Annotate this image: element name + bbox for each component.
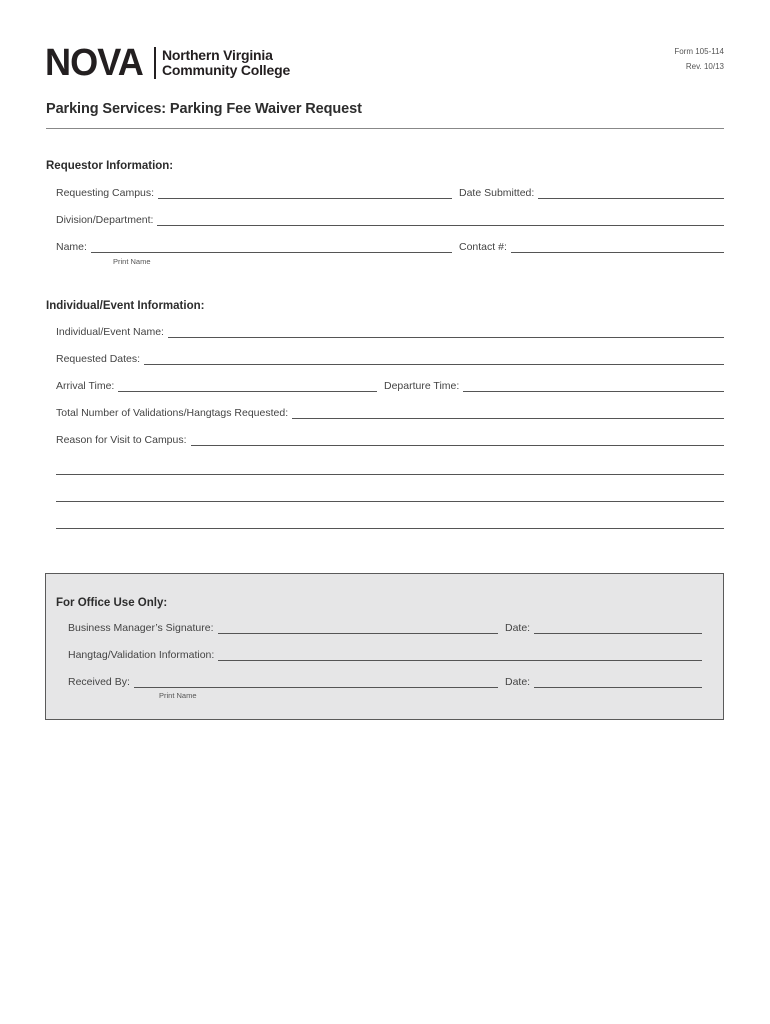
validations-row bbox=[56, 407, 724, 420]
office-date-label-2: Date: bbox=[505, 676, 531, 688]
office-date-field-2[interactable] bbox=[534, 677, 702, 688]
page-title: Parking Services: Parking Fee Waiver Request bbox=[46, 101, 362, 117]
hangtag-label: Hangtag/Validation Information: bbox=[68, 649, 215, 661]
logo-divider bbox=[154, 47, 156, 79]
validations-label: Total Number of Validations/Hangtags Requested: bbox=[56, 407, 289, 419]
signature-label: Business Manager’s Signature: bbox=[68, 622, 214, 634]
received-print-sublabel: Print Name bbox=[159, 691, 197, 700]
name-print-sublabel: Print Name bbox=[113, 257, 151, 266]
arrival-time-row bbox=[56, 380, 377, 393]
contact-label: Contact #: bbox=[459, 241, 507, 253]
departure-time-row bbox=[384, 380, 724, 393]
arrival-time-label: Arrival Time: bbox=[56, 380, 115, 392]
office-heading: For Office Use Only: bbox=[56, 597, 168, 609]
reason-line-4[interactable] bbox=[56, 528, 724, 529]
requesting-campus-label: Requesting Campus: bbox=[56, 187, 155, 199]
college-logo bbox=[45, 42, 291, 84]
office-date-field-1[interactable] bbox=[534, 623, 702, 634]
reason-line-2[interactable] bbox=[56, 474, 724, 475]
office-date-row-2 bbox=[505, 676, 702, 689]
event-heading: Individual/Event Information: bbox=[46, 300, 205, 312]
requesting-campus-field[interactable] bbox=[158, 188, 452, 199]
signature-field[interactable] bbox=[218, 623, 498, 634]
signature-row bbox=[68, 622, 498, 635]
logo-line-2: Community College bbox=[161, 62, 291, 78]
arrival-time-field[interactable] bbox=[118, 381, 377, 392]
division-label: Division/Department: bbox=[56, 214, 154, 226]
requested-dates-label: Requested Dates: bbox=[56, 353, 141, 365]
requested-dates-field[interactable] bbox=[144, 354, 724, 365]
received-label: Received By: bbox=[68, 676, 130, 688]
name-label: Name: bbox=[56, 241, 87, 253]
event-name-label: Individual/Event Name: bbox=[56, 326, 164, 338]
received-field[interactable] bbox=[134, 677, 498, 688]
date-submitted-field[interactable] bbox=[538, 188, 724, 199]
requesting-campus-row bbox=[56, 187, 452, 200]
name-field[interactable] bbox=[91, 242, 452, 253]
division-field[interactable] bbox=[157, 215, 724, 226]
logo-college-name bbox=[162, 48, 290, 78]
contact-field[interactable] bbox=[511, 242, 724, 253]
event-name-field[interactable] bbox=[168, 327, 724, 338]
date-submitted-label: Date Submitted: bbox=[459, 187, 535, 199]
reason-field[interactable] bbox=[191, 435, 724, 446]
validations-field[interactable] bbox=[292, 408, 724, 419]
departure-time-label: Departure Time: bbox=[384, 380, 460, 392]
office-date-label-1: Date: bbox=[505, 622, 531, 634]
date-submitted-row bbox=[459, 187, 724, 200]
form-meta bbox=[674, 44, 724, 74]
requested-dates-row bbox=[56, 353, 724, 366]
reason-label: Reason for Visit to Campus: bbox=[56, 434, 187, 446]
logo-wordmark: NOVA bbox=[45, 42, 143, 84]
departure-time-field[interactable] bbox=[463, 381, 724, 392]
requestor-heading: Requestor Information: bbox=[46, 160, 174, 172]
name-row bbox=[56, 241, 452, 254]
title-divider bbox=[46, 128, 724, 129]
hangtag-row bbox=[68, 649, 702, 662]
received-row bbox=[68, 676, 498, 689]
reason-row bbox=[56, 434, 724, 447]
office-use-box bbox=[45, 573, 724, 720]
logo-line-1: Northern Virginia bbox=[161, 47, 273, 63]
hangtag-field[interactable] bbox=[218, 650, 702, 661]
office-date-row-1 bbox=[505, 622, 702, 635]
contact-row bbox=[459, 241, 724, 254]
form-revision: Rev. 10/13 bbox=[685, 62, 724, 71]
reason-line-3[interactable] bbox=[56, 501, 724, 502]
form-number: Form 105-114 bbox=[674, 47, 724, 56]
division-row bbox=[56, 214, 724, 227]
event-name-row bbox=[56, 326, 724, 339]
